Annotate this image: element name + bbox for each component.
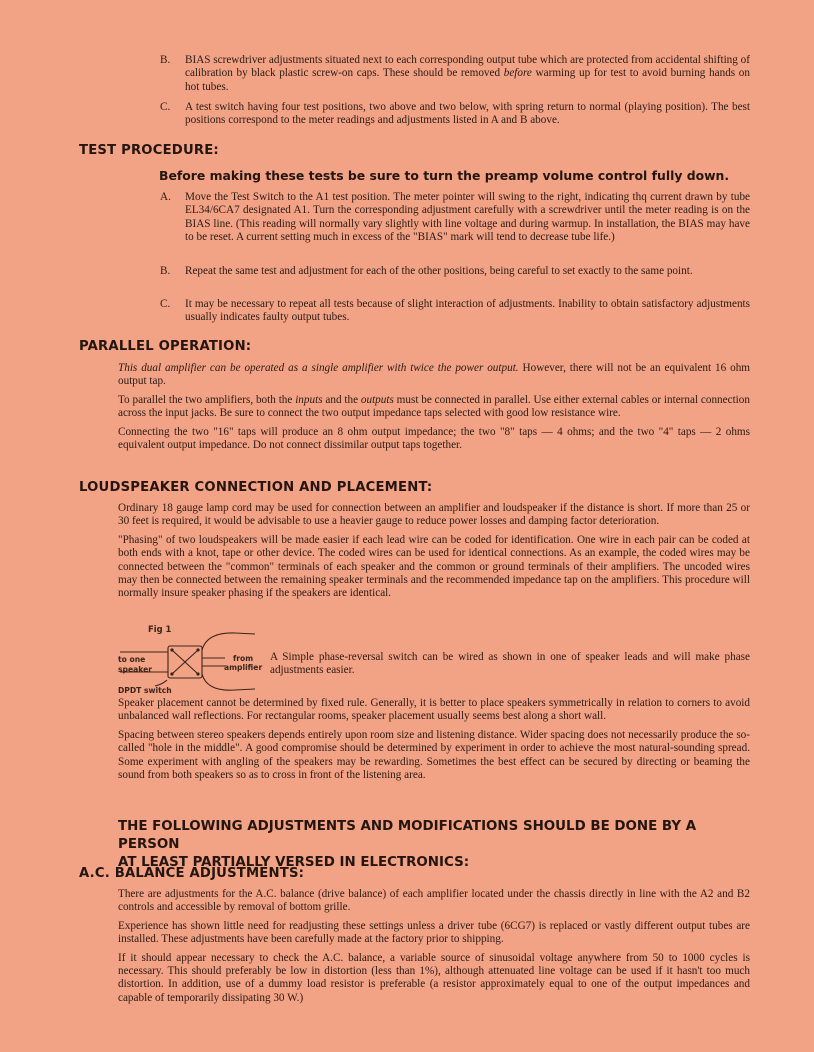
figure-caption: A Simple phase-reversal switch can be wired as shown in one of speaker leads and will make phase adjustments easier. — [270, 651, 750, 677]
notice-line-1: THE FOLLOWING ADJUSTMENTS AND MODIFICATIONS SHOULD BE DONE BY A PERSON — [118, 819, 697, 852]
item-text: A test switch having four test positions, two above and two below, with spring return to normal (playing position). The best positions correspond to the meter readings and adjustments listed in A and B above. — [185, 101, 750, 127]
figure-switch-label: DPDT switch — [118, 686, 172, 695]
parallel-p1: This dual amplifier can be operated as a single amplifier with twice the power output. However, there will not be an equivalent 16 ohm output tap. — [118, 362, 751, 388]
figure-left-label-1: to one — [118, 655, 146, 664]
phase-switch-figure — [115, 624, 265, 696]
figure-left-label-2: speaker — [118, 665, 152, 674]
test-item-b — [160, 265, 750, 293]
item-label: B. — [160, 54, 171, 66]
notice-line-2: AT LEAST PARTIALLY VERSED IN ELECTRONICS: — [118, 855, 470, 870]
item-text: BIAS screwdriver adjustments situated next to each corresponding output tube which are protected from accidental shifting of calibration by black plastic screw-on caps. These should be removed before warming up for test to avoid burning hands on hot tubes. — [185, 54, 750, 93]
ac-balance-body — [118, 888, 750, 1010]
parallel-p2: To parallel the two amplifiers, both the inputs and the outputs must be connected in parallel. Use either external cables or internal connection across the input jacks. Be sure to connect the two output impedance taps selected with good low resistance wire. — [118, 393, 750, 420]
loudspeaker-body-top — [118, 502, 750, 606]
test-procedure-heading: TEST PROCEDURE: — [79, 143, 219, 158]
ac-balance-p1: There are adjustments for the A.C. balance (drive balance) of each amplifier located under the chassis directly in line with the A2 and B2 controls and accessible by removal of bottom grille. — [118, 888, 750, 914]
loudspeaker-heading: LOUDSPEAKER CONNECTION AND PLACEMENT: — [79, 480, 433, 495]
item-label: A. — [160, 191, 171, 203]
test-item-c — [160, 298, 750, 326]
test-procedure-subheading: Before making these tests be sure to turn the preamp volume control fully down. — [159, 168, 730, 183]
parallel-operation-heading: PARALLEL OPERATION: — [79, 339, 252, 354]
test-item-a — [160, 191, 750, 259]
item-label: B. — [160, 265, 171, 277]
figure-right-label-2: amplifier — [224, 663, 263, 672]
figure-label: Fig 1 — [148, 624, 172, 634]
item-label: C. — [160, 101, 171, 113]
ac-balance-heading: A.C. BALANCE ADJUSTMENTS: — [79, 866, 305, 881]
loudspeaker-p3: Speaker placement cannot be determined by fixed rule. Generally, it is better to place speakers symmetrically in relation to corners to avoid unbalanced wall reflections. For rectangular rooms, speaker placement usually seems best along a short wall. — [118, 697, 750, 723]
loudspeaker-p1: Ordinary 18 gauge lamp cord may be used for connection between an amplifier and loudspeaker if the distance is short. If more than 25 or 30 feet is required, it would be advisable to use a heavier gauge to reduce power losses and damping factor deterioration. — [118, 502, 750, 528]
item-text: Repeat the same test and adjustment for each of the other positions, being careful to set exactly to the same point. — [185, 265, 693, 277]
ac-balance-p3: If it should appear necessary to check the A.C. balance, a variable source of sinusoidal voltage anywhere from 50 to 1000 cycles is necessary. This should preferably be low in distortion (less than 1%), although attenuated line voltage can be used if it hasn't too much distortion. In addition, use of a dummy load resistor is preferable (a resistor approximately equal to one of the output impedances and capable of temporarily dissipating 30 W.) — [118, 951, 750, 1004]
parallel-p3: Connecting the two "16" taps will produce an 8 ohm output impedance; the two "8" taps — 4 ohms; and the two "4" taps — 2 ohms equivalent output impedance. Do not connect dissimilar output taps together. — [118, 425, 750, 452]
item-text: Move the Test Switch to the A1 test position. The meter pointer will swing to the right, indicating thq current drawn by tube EL34/6CA7 designated A1. Turn the corresponding adjustment carefully with a screwdriver until the meter reading is on the BIAS line. (This reading will normally vary slightly with line voltage and during warmup. In installation, the BIAS may have to be reset. A current setting much in excess of the "BIAS" mark will tend to decrease tube life.) — [185, 191, 750, 244]
loudspeaker-body-bottom — [118, 697, 750, 787]
item-text: It may be necessary to repeat all tests because of slight interaction of adjustments. Inability to obtain satisfactory adjustments usually indicates faulty output tubes. — [185, 298, 750, 324]
ac-balance-p2: Experience has shown little need for readjusting these settings unless a driver tube (6CG7) is replaced or vastly different output tubes are installed. These adjustments have been carefully made at the factory prior to shipping. — [118, 919, 750, 946]
intro-item-c — [160, 101, 750, 129]
item-label: C. — [160, 298, 171, 310]
intro-item-b — [160, 54, 750, 96]
loudspeaker-p2: "Phasing" of two loudspeakers will be made easier if each lead wire can be coded for identification. One wire in each pair can be coded at both ends with a knot, tape or other device. The coded wires can be used for identical connections. As an example, the coded wires may be connected between the "common" terminals of each speaker and the common or ground terminals of their amplifiers. The uncoded wires may then be connected between the remaining speaker terminals and the recommended impedance tap on the amplifiers. This procedure will normally insure speaker phasing if the speakers are identical. — [118, 533, 750, 600]
figure-right-label-1: from — [233, 654, 254, 663]
expertise-notice — [118, 818, 758, 872]
parallel-operation-body — [118, 362, 750, 457]
loudspeaker-p4: Spacing between stereo speakers depends entirely upon room size and listening distance. Wider spacing does not necessarily produce the so-called "hole in the middle". A good compromise should be determined by experiment in order to achieve the most natural-sounding spread. Some experiment with angling of the speakers may be rewarding. Sometimes the best effect can be secured by directing or beaming the sound from both speakers so as to cross in front of the listening area. — [118, 728, 750, 782]
